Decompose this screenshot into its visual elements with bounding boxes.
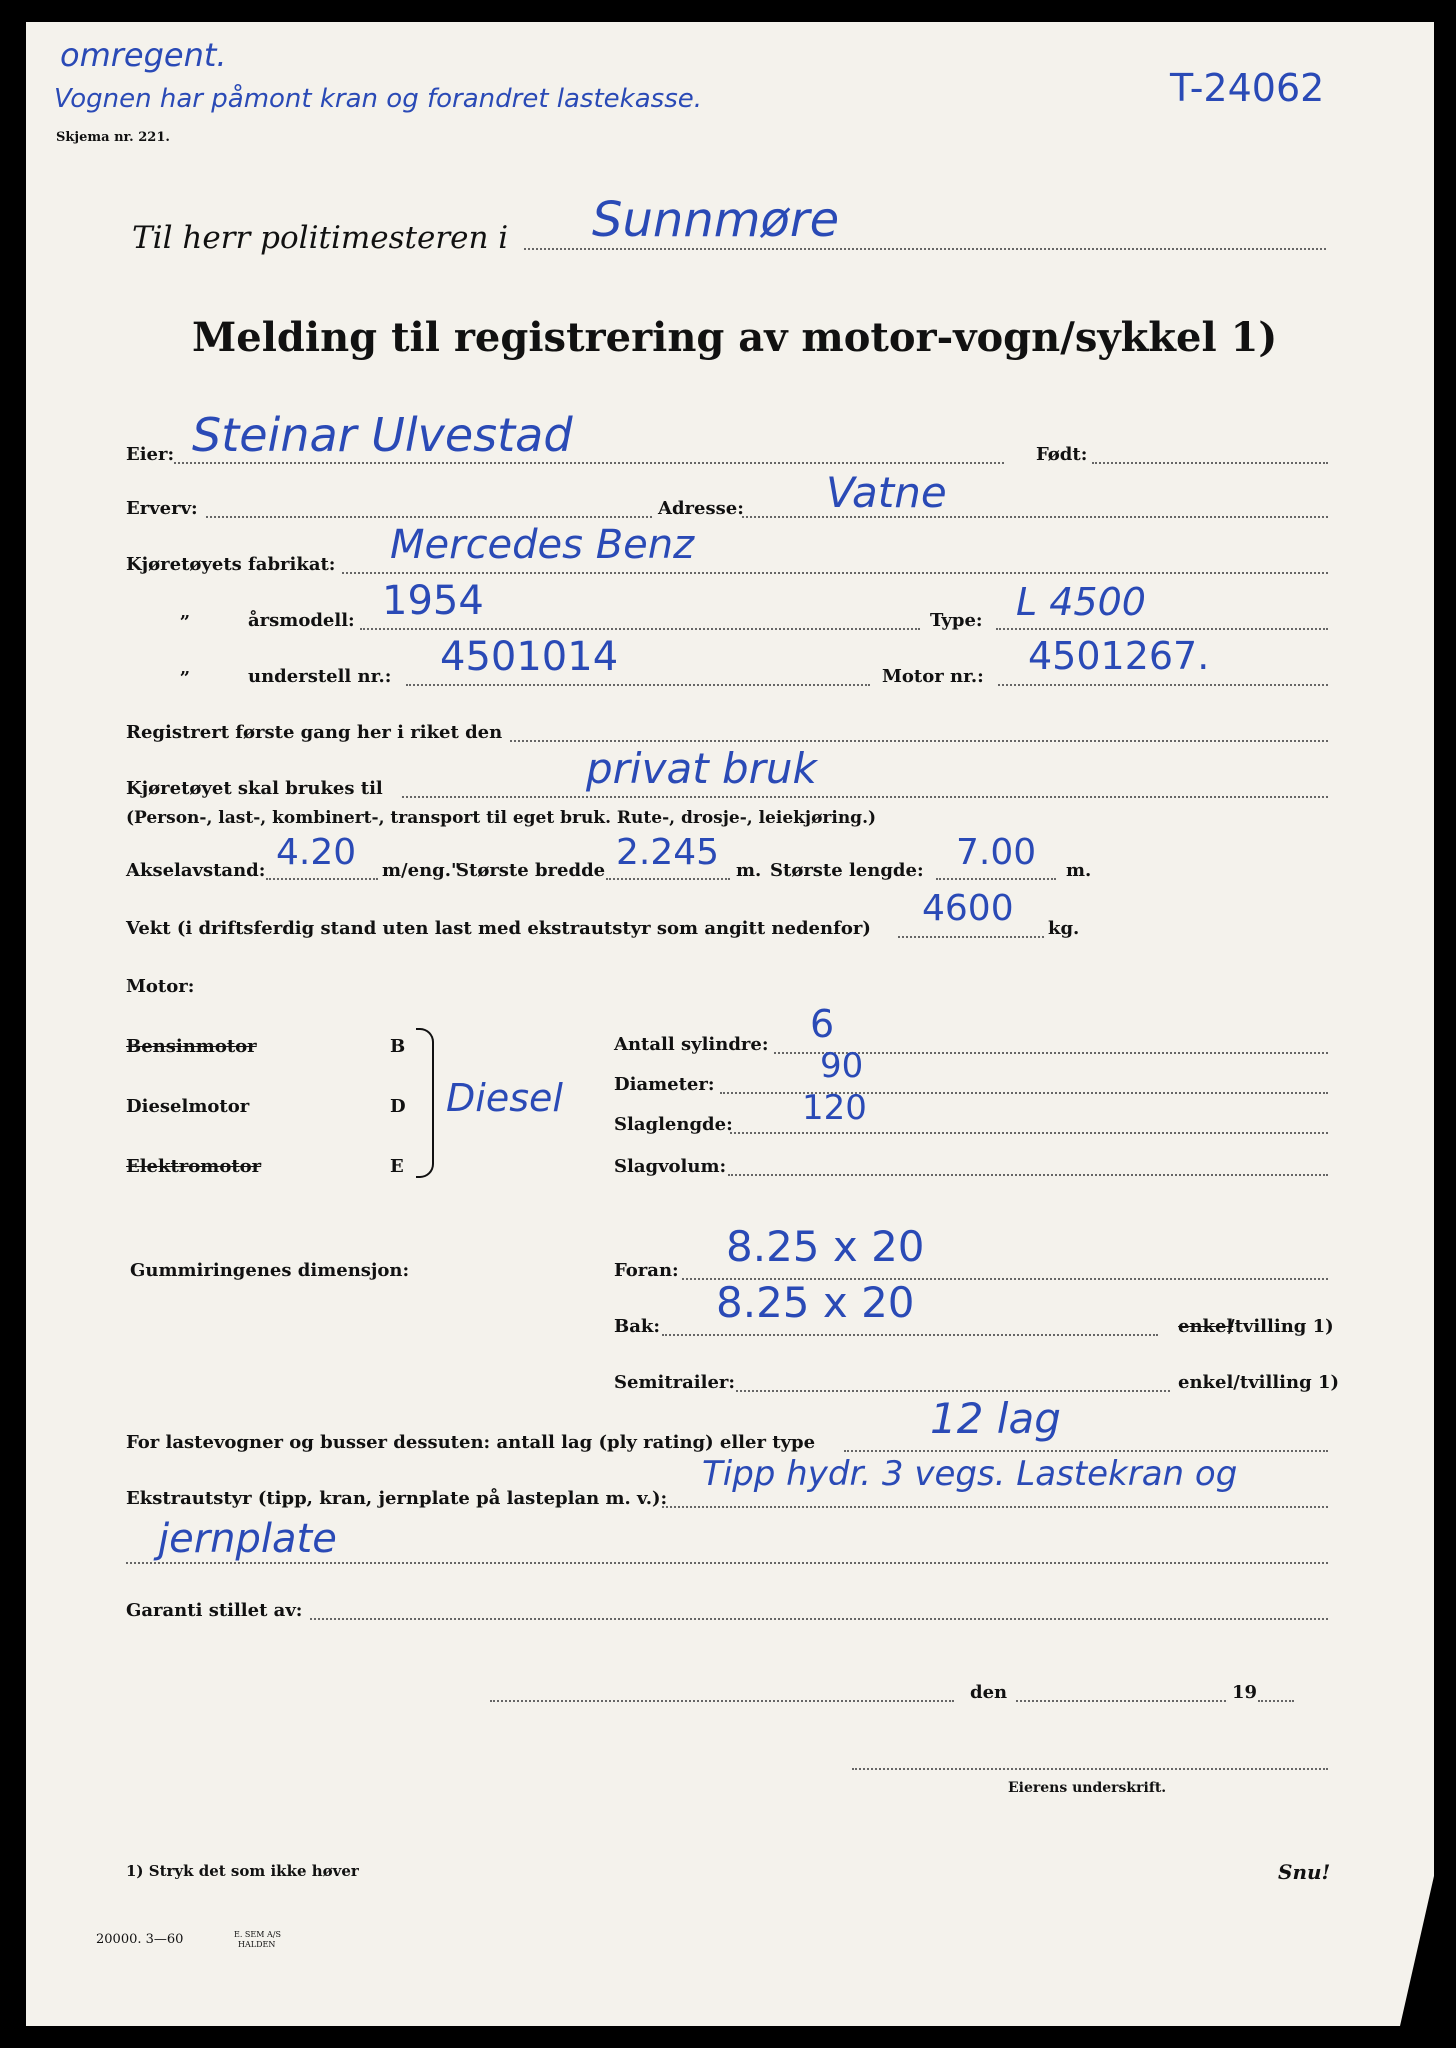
erverv-line	[206, 516, 652, 518]
date-line	[1016, 1700, 1226, 1702]
fodt-line	[1092, 462, 1328, 464]
bak-tvilling: /tvilling 1)	[1228, 1316, 1334, 1337]
printer-line2: HALDEN	[238, 1940, 276, 1949]
motor-type-elektro: Elektromotor	[126, 1156, 262, 1177]
ekstrautstyr-line-2	[126, 1562, 1328, 1564]
lag-value: 12 lag	[930, 1394, 1061, 1443]
motor-nr-value: 4501267.	[1028, 634, 1210, 678]
diameter-value: 90	[820, 1046, 864, 1086]
vekt-unit: kg.	[1048, 918, 1080, 939]
handwritten-note-line1: omregent.	[60, 36, 227, 74]
slaglengde-label: Slaglengde:	[614, 1114, 733, 1135]
fabrikat-value: Mercedes Benz	[390, 522, 695, 568]
bredde-label: Største bredde	[456, 860, 606, 881]
folded-corner	[1400, 1876, 1434, 2026]
erverv-label: Erverv:	[126, 498, 198, 519]
understell-label: understell nr.:	[248, 666, 392, 687]
registrert-line	[510, 740, 1328, 742]
eier-line	[174, 462, 1004, 464]
garanti-label: Garanti stillet av:	[126, 1600, 303, 1621]
semitrailer-label: Semitrailer:	[614, 1372, 736, 1393]
brukes-hint: (Person-, last-, kombinert-, transport til eget bruk. Rute-, drosje-, leiekjøring.)	[126, 808, 877, 828]
ditto-mark-2: „	[180, 658, 191, 679]
aarsmodell-value: 1954	[382, 578, 484, 624]
motor-nr-line	[998, 684, 1328, 686]
print-info: 20000. 3—60	[96, 1932, 184, 1947]
sylindre-value: 6	[810, 1002, 835, 1046]
slagvolum-line	[728, 1174, 1328, 1176]
snu-text: Snu!	[1278, 1860, 1331, 1884]
vekt-label: Vekt (i driftsferdig stand uten last med ekstrautstyr som angitt nedenfor)	[126, 918, 871, 939]
addressee-value: Sunnmøre	[592, 192, 840, 248]
lag-label: For lastevogner og busser dessuten: antall lag (ply rating) eller type	[126, 1432, 816, 1453]
year-prefix: 19	[1232, 1682, 1258, 1703]
brukes-line	[402, 796, 1328, 798]
ekstrautstyr-line	[662, 1506, 1328, 1508]
type-line	[996, 628, 1328, 630]
lag-line	[844, 1450, 1328, 1452]
adresse-label: Adresse:	[658, 498, 744, 519]
adresse-value: Vatne	[826, 468, 947, 517]
motor-code-e: E	[390, 1156, 404, 1177]
eier-value: Steinar Ulvestad	[192, 408, 573, 462]
akselavstand-label: Akselavstand:	[126, 860, 266, 881]
motor-nr-label: Motor nr.:	[882, 666, 984, 687]
aarsmodell-line	[360, 628, 920, 630]
ekstrautstyr-value-1: Tipp hydr. 3 vegs. Lastekran og	[702, 1454, 1238, 1494]
motor-selected-value: Diesel	[446, 1076, 563, 1120]
understell-value: 4501014	[440, 634, 619, 680]
sylindre-label: Antall sylindre:	[614, 1034, 769, 1055]
registrert-label: Registrert første gang her i riket den	[126, 722, 503, 743]
ditto-mark-1: „	[180, 602, 191, 623]
motor-heading: Motor:	[126, 976, 195, 997]
addressee-label: Til herr politimesteren i	[132, 220, 509, 256]
ekstrautstyr-label: Ekstrautstyr (tipp, kran, jernplate på lasteplan m. v.):	[126, 1488, 668, 1509]
lengde-value: 7.00	[956, 832, 1037, 873]
motor-code-b: B	[390, 1036, 406, 1057]
bredde-value: 2.245	[616, 832, 720, 873]
printer-line1: E. SEM A/S	[234, 1930, 281, 1939]
akselavstand-value: 4.20	[276, 832, 357, 873]
fabrikat-line	[342, 572, 1328, 574]
slagvolum-label: Slagvolum:	[614, 1156, 727, 1177]
form-number: Skjema nr. 221.	[56, 130, 170, 145]
garanti-line	[310, 1618, 1328, 1620]
place-line	[490, 1700, 954, 1702]
lengde-unit: m.	[1066, 860, 1092, 881]
aarsmodell-label: årsmodell:	[248, 610, 355, 631]
tyres-label: Gummiringenes dimensjon:	[130, 1260, 410, 1281]
bak-enkel-struck: enkel	[1178, 1316, 1234, 1337]
motor-type-bracket	[416, 1028, 434, 1178]
foran-value: 8.25 x 20	[726, 1222, 925, 1271]
motor-type-diesel: Dieselmotor	[126, 1096, 250, 1117]
handwritten-note-line2: Vognen har påmont kran og forandret lastekasse.	[54, 84, 703, 114]
lengde-label: Største lengde:	[770, 860, 924, 881]
semitrailer-line	[736, 1390, 1170, 1392]
fodt-label: Født:	[1036, 444, 1088, 465]
den-label: den	[970, 1682, 1008, 1703]
signature-label: Eierens underskrift.	[1008, 1780, 1167, 1796]
lengde-line	[936, 878, 1056, 880]
addressee-line	[524, 248, 1326, 250]
footnote: 1) Stryk det som ikke høver	[126, 1862, 359, 1880]
akselavstand-line	[266, 878, 378, 880]
bak-line	[662, 1334, 1158, 1336]
bredde-line	[606, 878, 730, 880]
bak-value: 8.25 x 20	[716, 1278, 915, 1327]
vekt-line	[898, 936, 1044, 938]
motor-code-d: D	[390, 1096, 406, 1117]
registration-form	[26, 22, 1434, 2026]
slaglengde-value: 120	[802, 1088, 867, 1128]
brukes-label: Kjøretøyet skal brukes til	[126, 778, 383, 799]
bredde-unit: m.	[736, 860, 762, 881]
bak-label: Bak:	[614, 1316, 660, 1337]
understell-line	[406, 684, 870, 686]
eier-label: Eier:	[126, 444, 175, 465]
diameter-label: Diameter:	[614, 1074, 715, 1095]
brukes-value: privat bruk	[586, 744, 817, 793]
ekstrautstyr-value-2: jernplate	[158, 1516, 337, 1562]
vekt-value: 4600	[922, 888, 1014, 929]
registration-number: T-24062	[1170, 66, 1325, 110]
akselavstand-unit: m/eng."	[382, 860, 461, 881]
type-value: L 4500	[1016, 580, 1146, 624]
signature-line	[852, 1768, 1328, 1770]
year-line	[1258, 1700, 1294, 1702]
fabrikat-label: Kjøretøyets fabrikat:	[126, 554, 336, 575]
form-title: Melding til registrering av motor-vogn/sykkel 1)	[192, 314, 1278, 361]
semitrailer-enkel-tvilling: enkel/tvilling 1)	[1178, 1372, 1339, 1393]
foran-label: Foran:	[614, 1260, 679, 1281]
type-label: Type:	[930, 610, 983, 631]
slaglengde-line	[730, 1132, 1328, 1134]
motor-type-bensin: Bensinmotor	[126, 1036, 257, 1057]
